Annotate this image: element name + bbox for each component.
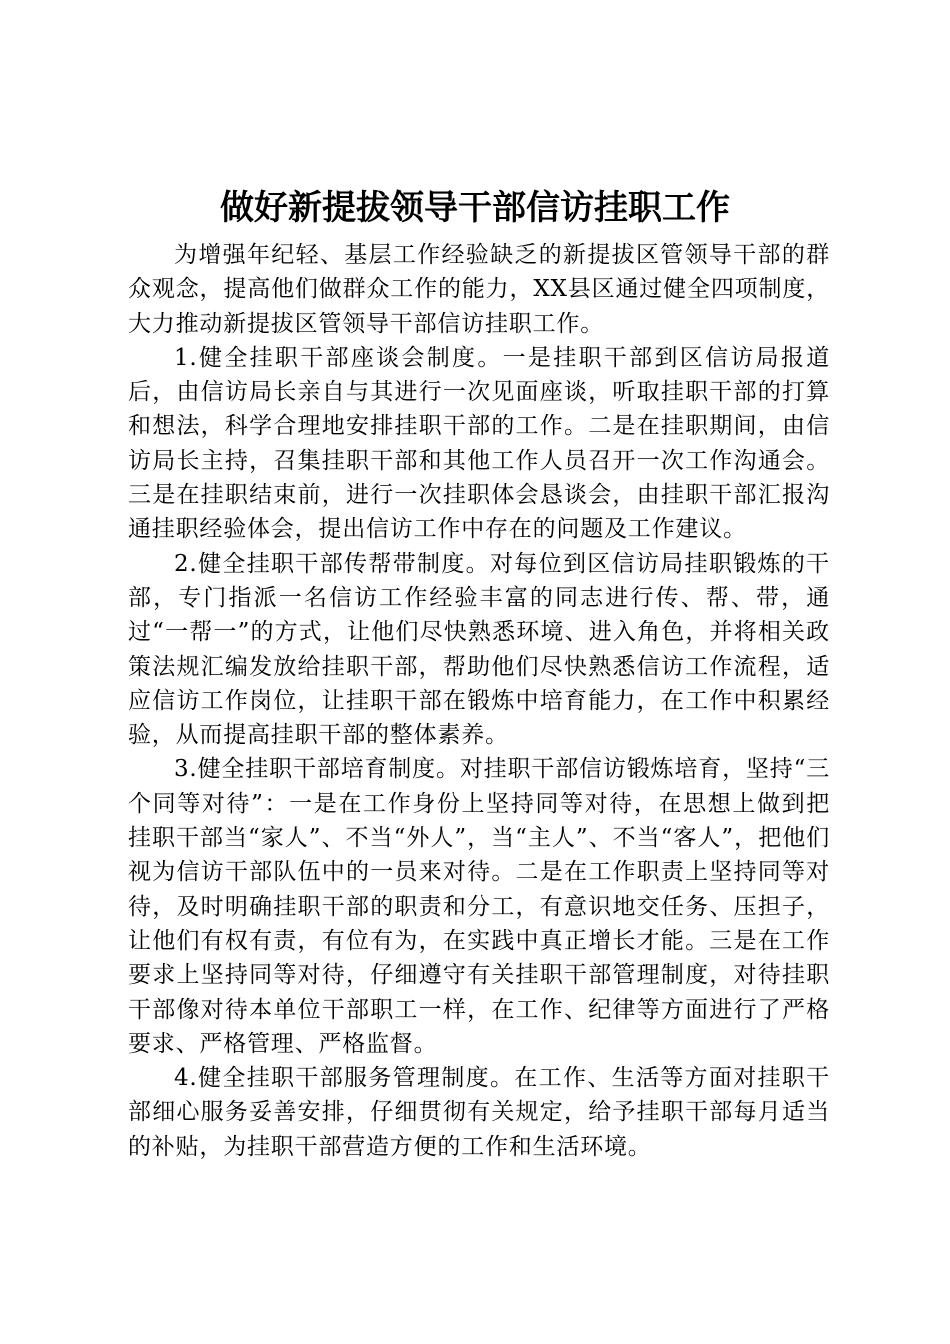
section-2-paragraph: 2.健全挂职干部传帮带制度。对每位到区信访局挂职锻炼的干部，专门指派一名信访工作经验丰富的同志进行传、帮、带，通过“一帮一”的方式，让他们尽快熟悉环境、进入角色，并将相关政策法规汇编发放给挂职干部，帮助他们尽快熟悉信访工作流程，适应信访工作岗位，让挂职干部在锻炼中培育能力，在工作中积累经验，从而提高挂职干部的整体素养。 bbox=[128, 550, 830, 749]
section-3-paragraph: 3.健全挂职干部培育制度。对挂职干部信访锻炼培育，坚持“三个同等对待”：一是在工作身份上坚持同等对待，在思想上做到把挂职干部当“家人”、不当“外人”，当“主人”、不当“客人”，把他们视为信访干部队伍中的一员来对待。二是在工作职责上坚持同等对待，及时明确挂职干部的职责和分工，有意识地交任务、压担子，让他们有权有责，有位有为，在实践中真正增长才能。三是在工作要求上坚持同等对待，仔细遵守有关挂职干部管理制度，对待挂职干部像对待本单位干部职工一样，在工作、纪律等方面进行了严格要求、严格管理、严格监督。 bbox=[128, 756, 830, 1057]
section-4-paragraph: 4.健全挂职干部服务管理制度。在工作、生活等方面对挂职干部细心服务妥善安排，仔细贯彻有关规定，给予挂职干部每月适当的补贴，为挂职干部营造方便的工作和生活环境。 bbox=[128, 1065, 830, 1160]
document-body bbox=[128, 238, 830, 1164]
section-1-paragraph: 1.健全挂职干部座谈会制度。一是挂职干部到区信访局报道后，由信访局长亲自与其进行一次见面座谈，听取挂职干部的打算和想法，科学合理地安排挂职干部的工作。二是在挂职期间，由信访局长主持，召集挂职干部和其他工作人员召开一次工作沟通会。三是在挂职结束前，进行一次挂职体会恳谈会，由挂职干部汇报沟通挂职经验体会，提出信访工作中存在的问题及工作建议。 bbox=[128, 344, 830, 543]
intro-paragraph: 为增强年纪轻、基层工作经验缺乏的新提拔区管领导干部的群众观念，提高他们做群众工作的能力，XX县区通过健全四项制度，大力推动新提拔区管领导干部信访挂职工作。 bbox=[128, 242, 830, 337]
document-title: 做好新提拔领导干部信访挂职工作 bbox=[220, 188, 730, 228]
